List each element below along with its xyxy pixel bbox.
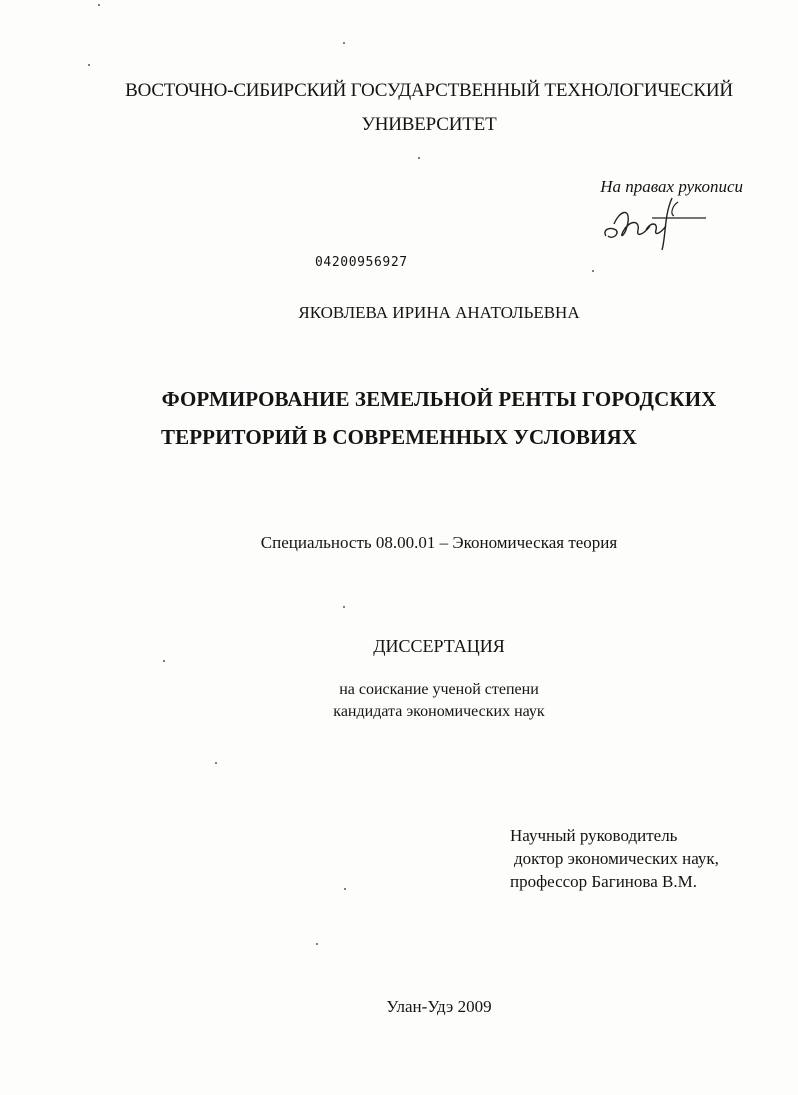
degree-line-2: кандидата экономических наук [333,703,545,720]
scan-speck [163,660,165,662]
university-name-line-2: УНИВЕРСИТЕТ [361,114,497,135]
specialty: Специальность 08.00.01 – Экономическая теория [260,533,618,552]
scan-speck [343,42,345,44]
scan-speck [344,888,346,890]
author-name: ЯКОВЛЕВА ИРИНА АНАТОЛЬЕВНА [298,303,580,322]
degree-line-1: на соискание ученой степени [339,681,539,698]
scan-speck [316,943,318,945]
scan-speck [343,606,345,608]
document-registration-code: 04200956927 [315,255,408,270]
document-type: ДИССЕРТАЦИЯ [373,636,505,656]
handwritten-signature [600,196,710,252]
manuscript-rights-note: На правах рукописи [600,177,743,196]
scan-speck [418,157,420,159]
scan-speck [88,64,90,66]
scan-speck [98,4,100,6]
university-name-line-1: ВОСТОЧНО-СИБИРСКИЙ ГОСУДАРСТВЕННЫЙ ТЕХНОЛОГИЧЕСКИЙ [125,80,733,101]
dissertation-title-line-1: ФОРМИРОВАНИЕ ЗЕМЕЛЬНОЙ РЕНТЫ ГОРОДСКИХ [161,387,717,411]
supervisor-heading: Научный руководитель [510,826,678,845]
dissertation-title-line-2: ТЕРРИТОРИЙ В СОВРЕМЕННЫХ УСЛОВИЯХ [161,425,637,449]
supervisor-name: профессор Багинова В.М. [510,872,697,891]
supervisor-degree: доктор экономических наук, [514,849,719,868]
scan-speck [592,270,594,272]
scan-speck [215,762,217,764]
city-and-year: Улан-Удэ 2009 [386,997,492,1016]
